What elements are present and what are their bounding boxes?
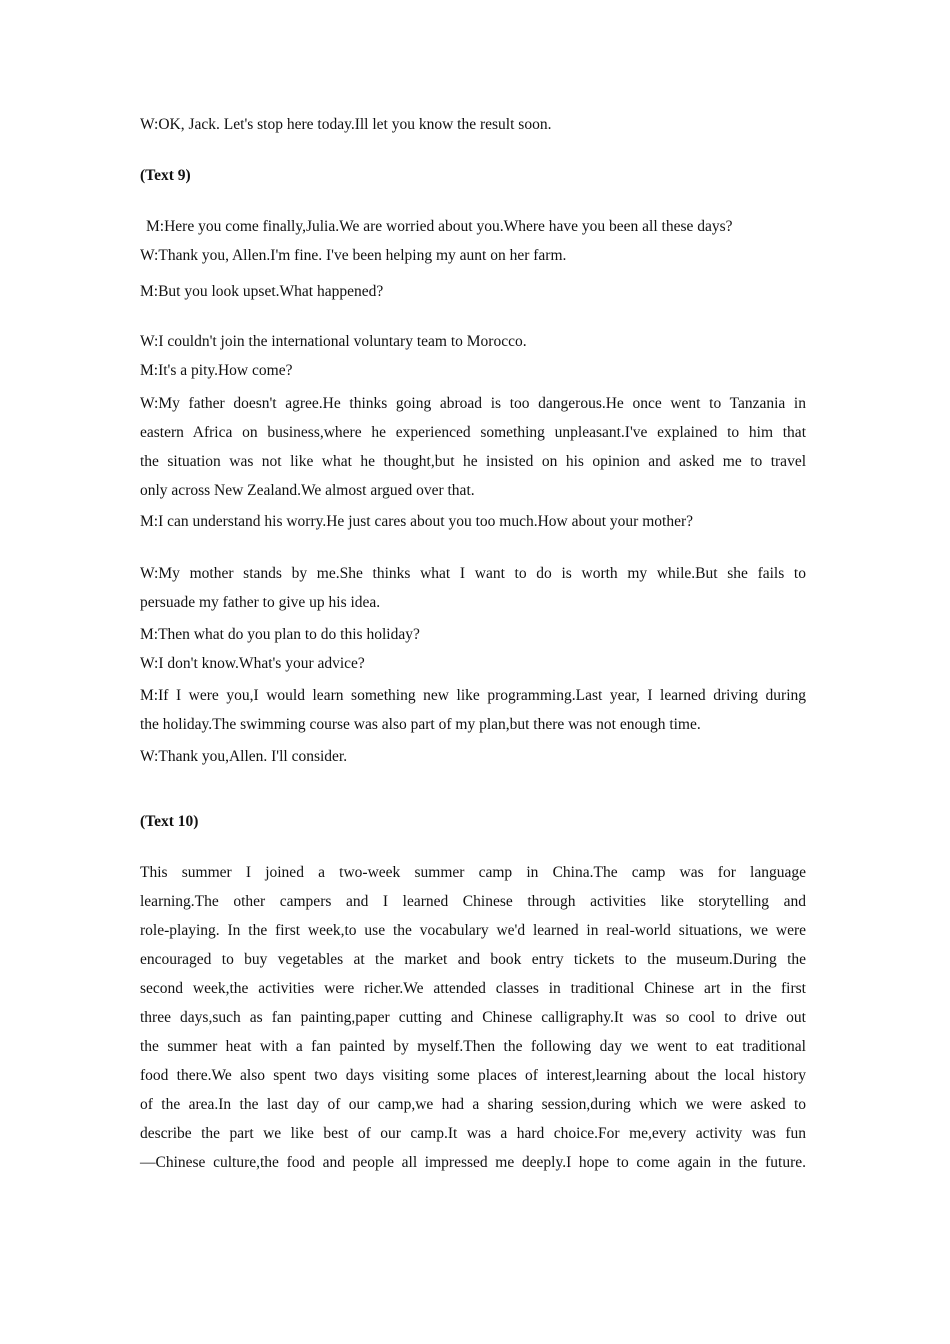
- passage-line: learning.The other campers and I learned Chinese through activities like storytelling and: [140, 893, 806, 910]
- passage-line: This summer I joined a two-week summer camp in China.The camp was for language: [140, 864, 806, 881]
- passage-line: role-playing. In the first week,to use the vocabulary we'd learned in real-world situations, we were: [140, 922, 806, 939]
- section-heading-text-9: (Text 9): [140, 167, 191, 184]
- dialogue-line: M:Here you come finally,Julia.We are worried about you.Where have you been all these days?: [146, 218, 733, 235]
- passage-line: three days,such as fan painting,paper cutting and Chinese calligraphy.It was so cool to drive out: [140, 1009, 806, 1026]
- passage-line: of the area.In the last day of our camp,we had a sharing session,during which we were asked to: [140, 1096, 806, 1113]
- dialogue-line: the holiday.The swimming course was also part of my plan,but there was not enough time.: [140, 716, 701, 733]
- dialogue-line: W:I don't know.What's your advice?: [140, 655, 365, 672]
- dialogue-line: W:OK, Jack. Let's stop here today.Ill let you know the result soon.: [140, 116, 552, 133]
- dialogue-line: M:If I were you,I would learn something new like programming.Last year, I learned driving during: [140, 687, 806, 704]
- passage-line: describe the part we like best of our camp.It was a hard choice.For me,every activity was fun: [140, 1125, 806, 1142]
- dialogue-line: M:Then what do you plan to do this holiday?: [140, 626, 420, 643]
- passage-line: the summer heat with a fan painted by myself.Then the following day we went to eat traditional: [140, 1038, 806, 1055]
- dialogue-line: W:My father doesn't agree.He thinks going abroad is too dangerous.He once went to Tanzania in: [140, 395, 806, 412]
- dialogue-line: only across New Zealand.We almost argued over that.: [140, 482, 475, 499]
- section-heading-text-10: (Text 10): [140, 813, 199, 830]
- passage-line: food there.We also spent two days visiting some places of interest,learning about the local history: [140, 1067, 806, 1084]
- passage-line: second week,the activities were richer.We attended classes in traditional Chinese art in the first: [140, 980, 806, 997]
- dialogue-line: W:Thank you,Allen. I'll consider.: [140, 748, 348, 765]
- dialogue-line: W:I couldn't join the international voluntary team to Morocco.: [140, 333, 527, 350]
- dialogue-line: the situation was not like what he thought,but he insisted on his opinion and asked me to travel: [140, 453, 806, 470]
- dialogue-line: M:It's a pity.How come?: [140, 362, 293, 379]
- dialogue-line: W:Thank you, Allen.I'm fine. I've been helping my aunt on her farm.: [140, 247, 567, 264]
- dialogue-line: M:But you look upset.What happened?: [140, 283, 384, 300]
- dialogue-line: eastern Africa on business,where he experienced something unpleasant.I've explained to him that: [140, 424, 806, 441]
- dialogue-line: M:I can understand his worry.He just cares about you too much.How about your mother?: [140, 513, 693, 530]
- dialogue-line: W:My mother stands by me.She thinks what I want to do is worth my while.But she fails to: [140, 565, 806, 582]
- passage-line: —Chinese culture,the food and people all impressed me deeply.I hope to come again in the future.: [140, 1154, 806, 1171]
- passage-line: encouraged to buy vegetables at the market and book entry tickets to the museum.During the: [140, 951, 806, 968]
- dialogue-line: persuade my father to give up his idea.: [140, 594, 381, 611]
